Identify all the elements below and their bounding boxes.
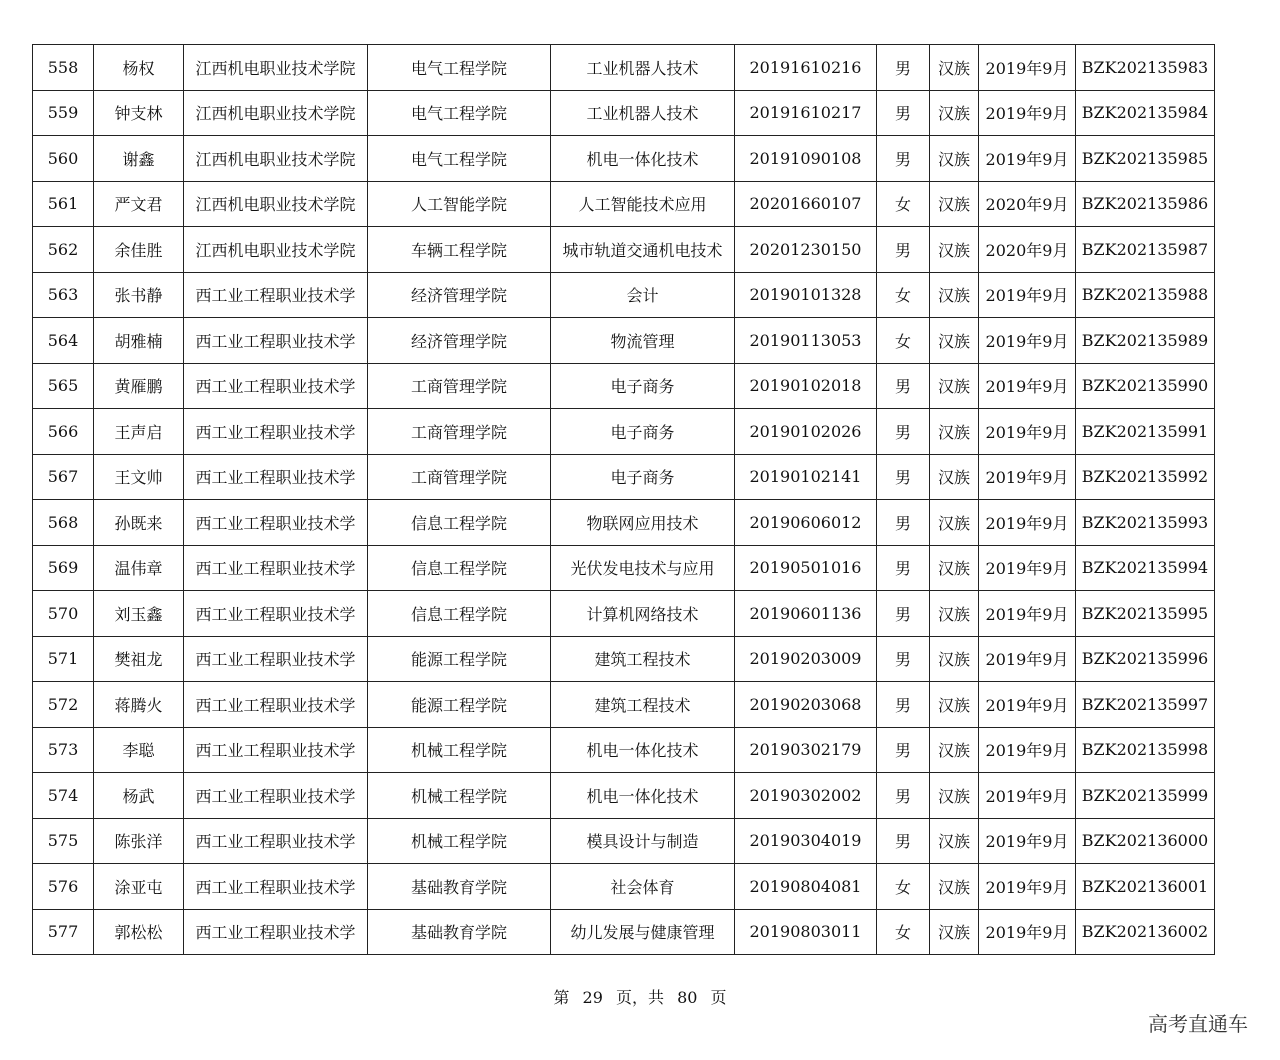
- cell-gender: 男: [877, 545, 930, 591]
- cell-enrollment-date: 2019年9月: [979, 864, 1076, 910]
- cell-student-id: 20190203068: [735, 682, 877, 728]
- cell-major: 物流管理: [551, 318, 735, 364]
- cell-number: 574: [33, 773, 94, 819]
- cell-certificate-number: BZK202135984: [1076, 90, 1215, 136]
- cell-student-id: 20190203009: [735, 636, 877, 682]
- cell-college: 电气工程学院: [368, 45, 551, 91]
- cell-major: 建筑工程技术: [551, 636, 735, 682]
- cell-certificate-number: BZK202136000: [1076, 818, 1215, 864]
- cell-number: 568: [33, 500, 94, 546]
- cell-school: 西工业工程职业技术学: [184, 864, 368, 910]
- footer-suffix: 页: [710, 988, 727, 1007]
- cell-certificate-number: BZK202135990: [1076, 363, 1215, 409]
- table-row: [33, 773, 1215, 819]
- cell-student-id: 20191090108: [735, 136, 877, 182]
- cell-college: 机械工程学院: [368, 818, 551, 864]
- cell-student-id: 20190102018: [735, 363, 877, 409]
- cell-major: 模具设计与制造: [551, 818, 735, 864]
- cell-college: 信息工程学院: [368, 545, 551, 591]
- cell-number: 566: [33, 409, 94, 455]
- cell-certificate-number: BZK202135986: [1076, 181, 1215, 227]
- cell-major: 人工智能技术应用: [551, 181, 735, 227]
- cell-certificate-number: BZK202136002: [1076, 909, 1215, 955]
- cell-number: 571: [33, 636, 94, 682]
- cell-school: 西工业工程职业技术学: [184, 818, 368, 864]
- cell-ethnicity: 汉族: [930, 90, 979, 136]
- table-row: [33, 636, 1215, 682]
- table-row: [33, 45, 1215, 91]
- cell-number: 561: [33, 181, 94, 227]
- cell-enrollment-date: 2019年9月: [979, 318, 1076, 364]
- cell-college: 电气工程学院: [368, 90, 551, 136]
- cell-major: 工业机器人技术: [551, 45, 735, 91]
- cell-ethnicity: 汉族: [930, 818, 979, 864]
- cell-ethnicity: 汉族: [930, 272, 979, 318]
- cell-gender: 男: [877, 500, 930, 546]
- cell-student-id: 20201660107: [735, 181, 877, 227]
- cell-gender: 男: [877, 90, 930, 136]
- cell-enrollment-date: 2019年9月: [979, 363, 1076, 409]
- cell-certificate-number: BZK202135989: [1076, 318, 1215, 364]
- cell-ethnicity: 汉族: [930, 227, 979, 273]
- cell-name: 郭松松: [94, 909, 184, 955]
- cell-number: 565: [33, 363, 94, 409]
- cell-name: 张书静: [94, 272, 184, 318]
- cell-gender: 男: [877, 682, 930, 728]
- cell-gender: 男: [877, 454, 930, 500]
- cell-gender: 女: [877, 181, 930, 227]
- cell-college: 工商管理学院: [368, 409, 551, 455]
- cell-enrollment-date: 2020年9月: [979, 227, 1076, 273]
- cell-gender: 女: [877, 272, 930, 318]
- cell-college: 人工智能学院: [368, 181, 551, 227]
- cell-name: 杨权: [94, 45, 184, 91]
- cell-number: 562: [33, 227, 94, 273]
- cell-name: 孙既来: [94, 500, 184, 546]
- cell-gender: 男: [877, 45, 930, 91]
- cell-name: 陈张洋: [94, 818, 184, 864]
- cell-enrollment-date: 2019年9月: [979, 500, 1076, 546]
- cell-college: 经济管理学院: [368, 272, 551, 318]
- cell-student-id: 20190501016: [735, 545, 877, 591]
- cell-student-id: 20190601136: [735, 591, 877, 637]
- cell-ethnicity: 汉族: [930, 136, 979, 182]
- cell-school: 西工业工程职业技术学: [184, 318, 368, 364]
- table-row: [33, 136, 1215, 182]
- cell-gender: 男: [877, 136, 930, 182]
- cell-student-id: 20190113053: [735, 318, 877, 364]
- cell-enrollment-date: 2019年9月: [979, 454, 1076, 500]
- table-row: [33, 409, 1215, 455]
- cell-enrollment-date: 2019年9月: [979, 591, 1076, 637]
- table-row: [33, 864, 1215, 910]
- cell-gender: 男: [877, 591, 930, 637]
- cell-gender: 男: [877, 409, 930, 455]
- cell-student-id: 20191610217: [735, 90, 877, 136]
- table-row: [33, 818, 1215, 864]
- cell-number: 572: [33, 682, 94, 728]
- cell-name: 谢鑫: [94, 136, 184, 182]
- cell-ethnicity: 汉族: [930, 909, 979, 955]
- cell-enrollment-date: 2019年9月: [979, 136, 1076, 182]
- table-row: [33, 318, 1215, 364]
- table-row: [33, 591, 1215, 637]
- cell-certificate-number: BZK202136001: [1076, 864, 1215, 910]
- cell-name: 李聪: [94, 727, 184, 773]
- cell-certificate-number: BZK202135998: [1076, 727, 1215, 773]
- table-row: [33, 727, 1215, 773]
- footer-total-pages: 80: [677, 988, 698, 1007]
- cell-ethnicity: 汉族: [930, 409, 979, 455]
- cell-enrollment-date: 2019年9月: [979, 545, 1076, 591]
- cell-gender: 女: [877, 318, 930, 364]
- cell-gender: 男: [877, 636, 930, 682]
- cell-enrollment-date: 2020年9月: [979, 181, 1076, 227]
- cell-school: 西工业工程职业技术学: [184, 363, 368, 409]
- cell-enrollment-date: 2019年9月: [979, 909, 1076, 955]
- cell-ethnicity: 汉族: [930, 864, 979, 910]
- cell-gender: 男: [877, 363, 930, 409]
- cell-number: 576: [33, 864, 94, 910]
- cell-number: 563: [33, 272, 94, 318]
- cell-ethnicity: 汉族: [930, 545, 979, 591]
- cell-school: 西工业工程职业技术学: [184, 773, 368, 819]
- cell-ethnicity: 汉族: [930, 363, 979, 409]
- cell-major: 物联网应用技术: [551, 500, 735, 546]
- cell-number: 567: [33, 454, 94, 500]
- cell-number: 569: [33, 545, 94, 591]
- cell-college: 能源工程学院: [368, 682, 551, 728]
- cell-school: 西工业工程职业技术学: [184, 682, 368, 728]
- footer-middle: 页，共: [615, 988, 664, 1007]
- cell-name: 钟支林: [94, 90, 184, 136]
- cell-certificate-number: BZK202135991: [1076, 409, 1215, 455]
- cell-major: 计算机网络技术: [551, 591, 735, 637]
- cell-major: 光伏发电技术与应用: [551, 545, 735, 591]
- cell-enrollment-date: 2019年9月: [979, 90, 1076, 136]
- cell-school: 江西机电职业技术学院: [184, 136, 368, 182]
- table-row: [33, 454, 1215, 500]
- cell-certificate-number: BZK202135995: [1076, 591, 1215, 637]
- cell-school: 西工业工程职业技术学: [184, 409, 368, 455]
- cell-major: 机电一体化技术: [551, 773, 735, 819]
- cell-major: 社会体育: [551, 864, 735, 910]
- cell-college: 能源工程学院: [368, 636, 551, 682]
- table-row: [33, 272, 1215, 318]
- cell-certificate-number: BZK202135997: [1076, 682, 1215, 728]
- cell-certificate-number: BZK202135985: [1076, 136, 1215, 182]
- cell-certificate-number: BZK202135996: [1076, 636, 1215, 682]
- cell-school: 西工业工程职业技术学: [184, 272, 368, 318]
- table-row: [33, 363, 1215, 409]
- cell-student-id: 20191610216: [735, 45, 877, 91]
- footer-prefix: 第: [553, 988, 570, 1007]
- cell-name: 刘玉鑫: [94, 591, 184, 637]
- table-row: [33, 181, 1215, 227]
- cell-number: 577: [33, 909, 94, 955]
- table-row: [33, 500, 1215, 546]
- footer-page-number: 29: [582, 988, 603, 1007]
- cell-number: 573: [33, 727, 94, 773]
- cell-college: 工商管理学院: [368, 363, 551, 409]
- cell-enrollment-date: 2019年9月: [979, 409, 1076, 455]
- cell-school: 西工业工程职业技术学: [184, 591, 368, 637]
- cell-school: 江西机电职业技术学院: [184, 181, 368, 227]
- cell-ethnicity: 汉族: [930, 682, 979, 728]
- table-row: [33, 90, 1215, 136]
- roster-table: [32, 44, 1215, 955]
- cell-ethnicity: 汉族: [930, 636, 979, 682]
- cell-major: 城市轨道交通机电技术: [551, 227, 735, 273]
- cell-major: 电子商务: [551, 363, 735, 409]
- page-footer: [0, 985, 1280, 1008]
- cell-name: 严文君: [94, 181, 184, 227]
- cell-student-id: 20190804081: [735, 864, 877, 910]
- cell-major: 幼儿发展与健康管理: [551, 909, 735, 955]
- cell-ethnicity: 汉族: [930, 727, 979, 773]
- cell-certificate-number: BZK202135988: [1076, 272, 1215, 318]
- cell-school: 江西机电职业技术学院: [184, 90, 368, 136]
- cell-number: 564: [33, 318, 94, 364]
- cell-enrollment-date: 2019年9月: [979, 727, 1076, 773]
- cell-college: 机械工程学院: [368, 773, 551, 819]
- cell-number: 575: [33, 818, 94, 864]
- cell-enrollment-date: 2019年9月: [979, 818, 1076, 864]
- cell-gender: 男: [877, 818, 930, 864]
- cell-gender: 男: [877, 727, 930, 773]
- cell-certificate-number: BZK202135983: [1076, 45, 1215, 91]
- cell-name: 樊祖龙: [94, 636, 184, 682]
- table-row: [33, 545, 1215, 591]
- cell-enrollment-date: 2019年9月: [979, 682, 1076, 728]
- cell-school: 西工业工程职业技术学: [184, 909, 368, 955]
- cell-number: 560: [33, 136, 94, 182]
- cell-major: 机电一体化技术: [551, 136, 735, 182]
- cell-gender: 男: [877, 773, 930, 819]
- cell-name: 温伟章: [94, 545, 184, 591]
- cell-major: 工业机器人技术: [551, 90, 735, 136]
- cell-college: 车辆工程学院: [368, 227, 551, 273]
- table-row: [33, 682, 1215, 728]
- cell-major: 电子商务: [551, 409, 735, 455]
- cell-college: 基础教育学院: [368, 909, 551, 955]
- cell-school: 西工业工程职业技术学: [184, 545, 368, 591]
- cell-major: 会计: [551, 272, 735, 318]
- cell-ethnicity: 汉族: [930, 500, 979, 546]
- cell-school: 西工业工程职业技术学: [184, 500, 368, 546]
- cell-name: 胡雅楠: [94, 318, 184, 364]
- cell-student-id: 20190304019: [735, 818, 877, 864]
- cell-student-id: 20190803011: [735, 909, 877, 955]
- cell-name: 黄雁鹏: [94, 363, 184, 409]
- cell-name: 余佳胜: [94, 227, 184, 273]
- cell-student-id: 20190302002: [735, 773, 877, 819]
- cell-enrollment-date: 2019年9月: [979, 45, 1076, 91]
- cell-college: 机械工程学院: [368, 727, 551, 773]
- cell-name: 王文帅: [94, 454, 184, 500]
- cell-number: 559: [33, 90, 94, 136]
- cell-student-id: 20190606012: [735, 500, 877, 546]
- cell-school: 西工业工程职业技术学: [184, 454, 368, 500]
- cell-gender: 女: [877, 909, 930, 955]
- cell-enrollment-date: 2019年9月: [979, 272, 1076, 318]
- cell-ethnicity: 汉族: [930, 181, 979, 227]
- cell-student-id: 20190102141: [735, 454, 877, 500]
- cell-number: 558: [33, 45, 94, 91]
- cell-name: 涂亚屯: [94, 864, 184, 910]
- cell-ethnicity: 汉族: [930, 591, 979, 637]
- cell-major: 建筑工程技术: [551, 682, 735, 728]
- cell-certificate-number: BZK202135987: [1076, 227, 1215, 273]
- cell-college: 信息工程学院: [368, 500, 551, 546]
- cell-major: 电子商务: [551, 454, 735, 500]
- roster-body: [33, 45, 1215, 955]
- cell-student-id: 20201230150: [735, 227, 877, 273]
- cell-gender: 女: [877, 864, 930, 910]
- cell-ethnicity: 汉族: [930, 773, 979, 819]
- cell-college: 工商管理学院: [368, 454, 551, 500]
- cell-ethnicity: 汉族: [930, 454, 979, 500]
- cell-number: 570: [33, 591, 94, 637]
- cell-ethnicity: 汉族: [930, 318, 979, 364]
- cell-college: 基础教育学院: [368, 864, 551, 910]
- cell-gender: 男: [877, 227, 930, 273]
- cell-name: 王声启: [94, 409, 184, 455]
- cell-certificate-number: BZK202135993: [1076, 500, 1215, 546]
- watermark-text: 高考直通车: [1148, 1012, 1248, 1036]
- cell-major: 机电一体化技术: [551, 727, 735, 773]
- cell-school: 西工业工程职业技术学: [184, 636, 368, 682]
- cell-student-id: 20190302179: [735, 727, 877, 773]
- cell-student-id: 20190102026: [735, 409, 877, 455]
- cell-certificate-number: BZK202135999: [1076, 773, 1215, 819]
- cell-enrollment-date: 2019年9月: [979, 773, 1076, 819]
- cell-name: 杨武: [94, 773, 184, 819]
- cell-certificate-number: BZK202135994: [1076, 545, 1215, 591]
- cell-college: 经济管理学院: [368, 318, 551, 364]
- cell-college: 电气工程学院: [368, 136, 551, 182]
- cell-enrollment-date: 2019年9月: [979, 636, 1076, 682]
- cell-name: 蒋腾火: [94, 682, 184, 728]
- cell-certificate-number: BZK202135992: [1076, 454, 1215, 500]
- cell-student-id: 20190101328: [735, 272, 877, 318]
- cell-school: 江西机电职业技术学院: [184, 227, 368, 273]
- cell-college: 信息工程学院: [368, 591, 551, 637]
- cell-school: 西工业工程职业技术学: [184, 727, 368, 773]
- cell-ethnicity: 汉族: [930, 45, 979, 91]
- cell-school: 江西机电职业技术学院: [184, 45, 368, 91]
- table-row: [33, 227, 1215, 273]
- table-row: [33, 909, 1215, 955]
